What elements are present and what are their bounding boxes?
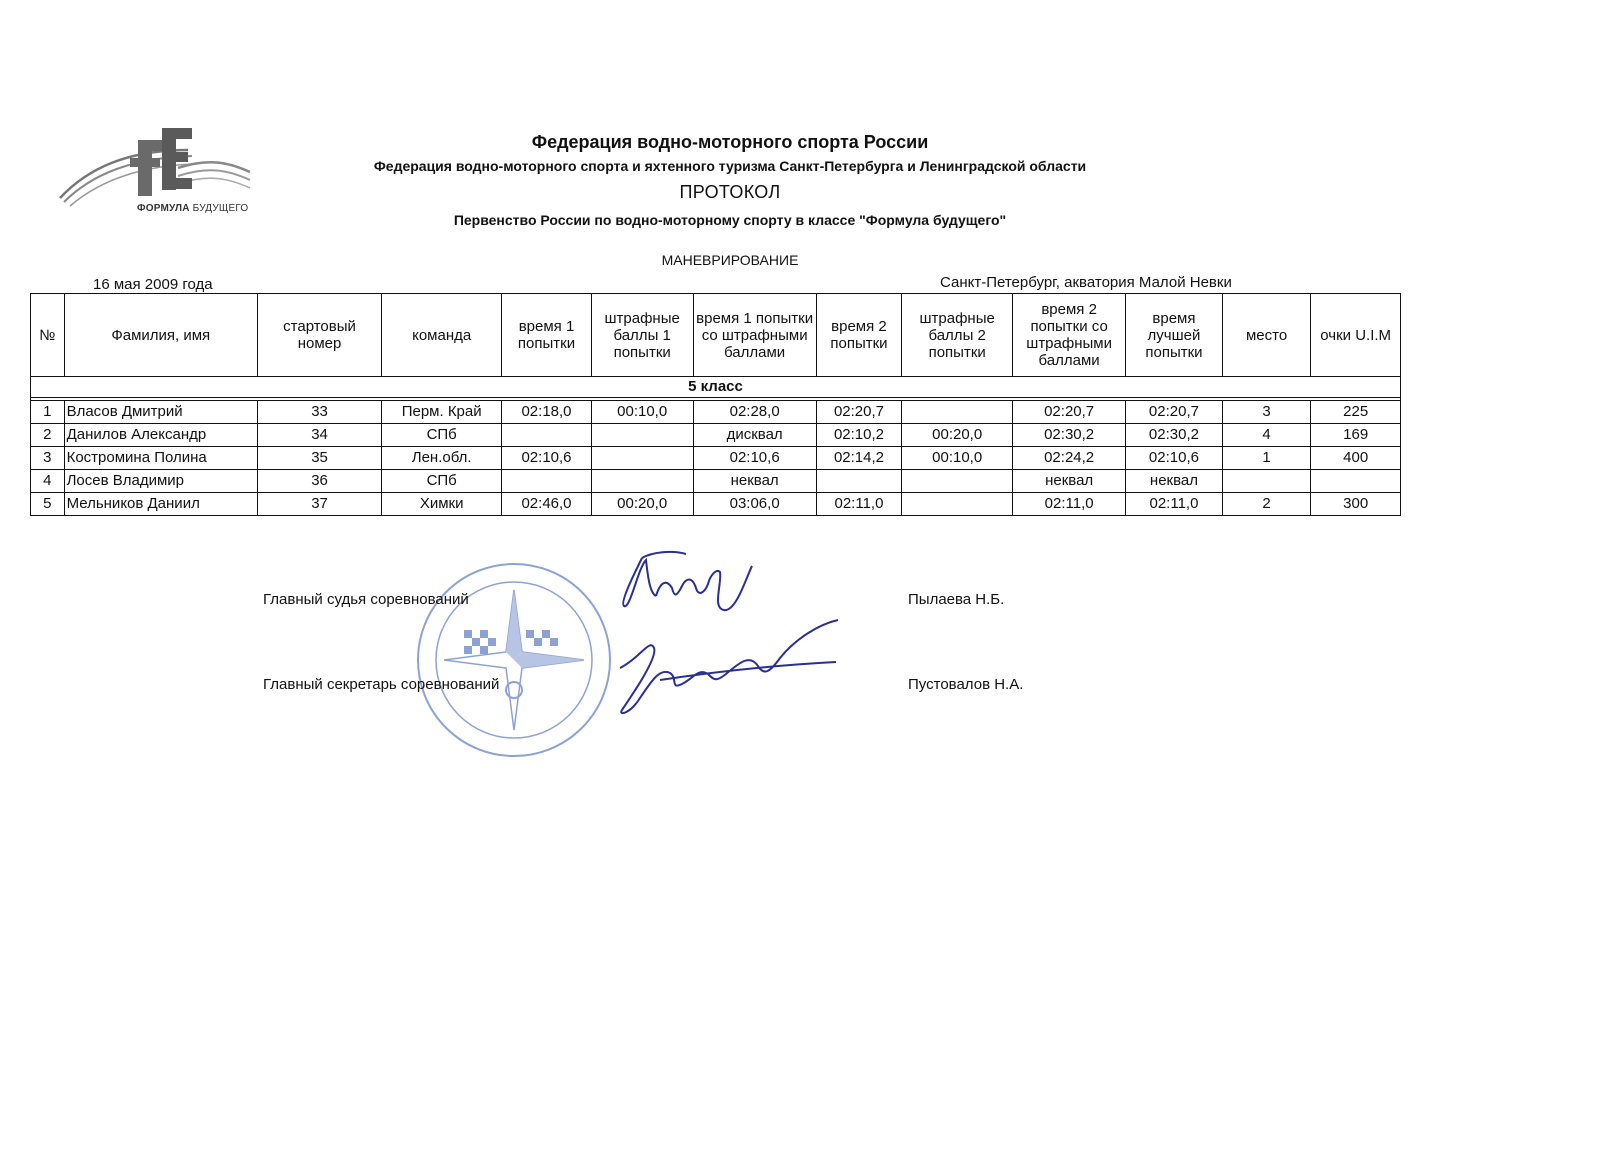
cell-penalty1 — [591, 424, 693, 447]
official-stamp — [414, 560, 614, 760]
judge-signature-icon — [612, 548, 762, 618]
table-row — [31, 470, 1401, 493]
cell-uim-points: 400 — [1311, 447, 1401, 470]
cell-time1-with-penalty: неквал — [693, 470, 816, 493]
group-row — [31, 377, 1401, 398]
cell-team: Химки — [382, 493, 502, 516]
cell-penalty1 — [591, 470, 693, 493]
cell-uim-points: 169 — [1311, 424, 1401, 447]
cell-athlete-name: Данилов Александр — [64, 424, 257, 447]
cell-place: 3 — [1222, 401, 1311, 424]
cell-penalty2 — [902, 493, 1013, 516]
col-header-number: № — [31, 294, 65, 377]
cell-time1-with-penalty: 02:10,6 — [693, 447, 816, 470]
cell-best-time: 02:11,0 — [1126, 493, 1223, 516]
cell-row-number: 1 — [31, 401, 65, 424]
logo-word-formula: ФОРМУЛА — [137, 203, 190, 214]
table-row — [31, 493, 1401, 516]
cell-uim-points: 225 — [1311, 401, 1401, 424]
logo-word-future: БУДУЩЕГО — [192, 203, 249, 214]
cell-time2 — [816, 470, 901, 493]
cell-time2: 02:10,2 — [816, 424, 901, 447]
discipline-title: МАНЕВРИРОВАНИЕ — [661, 252, 799, 268]
cell-time2-with-penalty: 02:24,2 — [1013, 447, 1126, 470]
regional-federation-name: Федерация водно-моторного спорта и яхтенного туризма Санкт-Петербурга и Ленинградской области — [373, 158, 1087, 174]
chief-secretary-label: Главный секретарь соревнований — [263, 676, 500, 693]
cell-start-number: 33 — [257, 401, 381, 424]
cell-place: 1 — [1222, 447, 1311, 470]
cell-row-number: 4 — [31, 470, 65, 493]
cell-team: Лен.обл. — [382, 447, 502, 470]
secretary-signature-icon — [600, 618, 850, 728]
cell-time2-with-penalty: 02:11,0 — [1013, 493, 1126, 516]
cell-time2-with-penalty: 02:30,2 — [1013, 424, 1126, 447]
cell-place: 4 — [1222, 424, 1311, 447]
cell-time2-with-penalty: 02:20,7 — [1013, 401, 1126, 424]
col-header-best-time: время лучшей попытки — [1126, 294, 1223, 377]
col-header-penalty2: штрафные баллы 2 попытки — [902, 294, 1013, 377]
cell-athlete-name: Мельников Даниил — [64, 493, 257, 516]
cell-time1-with-penalty: 02:28,0 — [693, 401, 816, 424]
col-header-time2-with-penalty: время 2 попытки со штрафными баллами — [1013, 294, 1126, 377]
col-header-start-number: стартовый номер — [257, 294, 381, 377]
cell-team: СПб — [382, 424, 502, 447]
cell-penalty2 — [902, 470, 1013, 493]
cell-penalty1: 00:10,0 — [591, 401, 693, 424]
cell-team: Перм. Край — [382, 401, 502, 424]
table-header-row — [31, 294, 1401, 377]
cell-best-time: неквал — [1126, 470, 1223, 493]
cell-time1: 02:10,6 — [502, 447, 592, 470]
table-row — [31, 401, 1401, 424]
cell-place: 2 — [1222, 493, 1311, 516]
cell-time1: 02:18,0 — [502, 401, 592, 424]
cell-penalty1: 00:20,0 — [591, 493, 693, 516]
championship-title: Первенство России по водно-моторному спорту в классе "Формула будущего" — [453, 212, 1007, 228]
cell-time2: 02:11,0 — [816, 493, 901, 516]
col-header-name: Фамилия, имя — [64, 294, 257, 377]
cell-row-number: 3 — [31, 447, 65, 470]
cell-uim-points: 300 — [1311, 493, 1401, 516]
cell-penalty2: 00:10,0 — [902, 447, 1013, 470]
cell-athlete-name: Костромина Полина — [64, 447, 257, 470]
event-date: 16 мая 2009 года — [93, 276, 213, 293]
document-title: ПРОТОКОЛ — [679, 182, 781, 202]
cell-time2: 02:20,7 — [816, 401, 901, 424]
cell-start-number: 36 — [257, 470, 381, 493]
cell-athlete-name: Власов Дмитрий — [64, 401, 257, 424]
cell-row-number: 2 — [31, 424, 65, 447]
cell-time1 — [502, 424, 592, 447]
col-header-place: место — [1222, 294, 1311, 377]
cell-uim-points — [1311, 470, 1401, 493]
cell-time2: 02:14,2 — [816, 447, 901, 470]
federation-name: Федерация водно-моторного спорта России — [531, 132, 929, 152]
table-row — [31, 447, 1401, 470]
cell-time2-with-penalty: неквал — [1013, 470, 1126, 493]
chief-judge-label: Главный судья соревнований — [263, 591, 469, 608]
col-header-team: команда — [382, 294, 502, 377]
cell-place — [1222, 470, 1311, 493]
cell-team: СПб — [382, 470, 502, 493]
cell-start-number: 34 — [257, 424, 381, 447]
cell-best-time: 02:10,6 — [1126, 447, 1223, 470]
col-header-penalty1: штрафные баллы 1 попытки — [591, 294, 693, 377]
col-header-time1: время 1 попытки — [502, 294, 592, 377]
cell-start-number: 37 — [257, 493, 381, 516]
cell-athlete-name: Лосев Владимир — [64, 470, 257, 493]
cell-best-time: 02:30,2 — [1126, 424, 1223, 447]
chief-secretary-name: Пустовалов Н.А. — [908, 676, 1024, 693]
col-header-time2: время 2 попытки — [816, 294, 901, 377]
cell-penalty2 — [902, 401, 1013, 424]
cell-best-time: 02:20,7 — [1126, 401, 1223, 424]
chief-judge-name: Пылаева Н.Б. — [908, 591, 1005, 608]
col-header-uim-points: очки U.I.M — [1311, 294, 1401, 377]
cell-penalty1 — [591, 447, 693, 470]
cell-row-number: 5 — [31, 493, 65, 516]
cell-time1: 02:46,0 — [502, 493, 592, 516]
cell-time1-with-penalty: дисквал — [693, 424, 816, 447]
cell-penalty2: 00:20,0 — [902, 424, 1013, 447]
cell-time1 — [502, 470, 592, 493]
col-header-time1-with-penalty: время 1 попытки со штрафными баллами — [693, 294, 816, 377]
cell-start-number: 35 — [257, 447, 381, 470]
table-row — [31, 424, 1401, 447]
cell-time1-with-penalty: 03:06,0 — [693, 493, 816, 516]
results-table — [30, 293, 1401, 516]
group-label: 5 класс — [31, 377, 1401, 398]
event-venue: Санкт-Петербург, акватория Малой Невки — [940, 274, 1232, 291]
